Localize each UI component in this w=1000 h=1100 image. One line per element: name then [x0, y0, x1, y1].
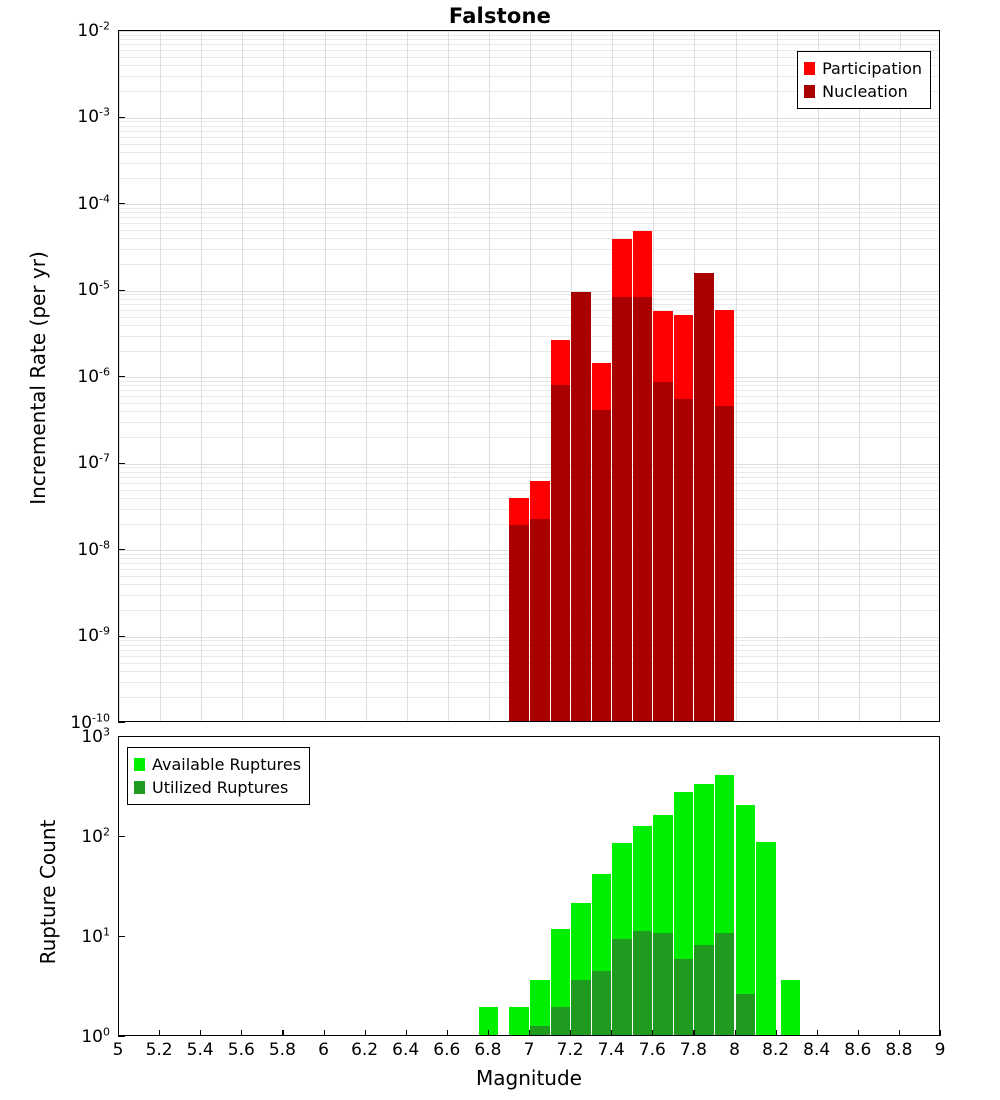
- bar-utilized-ruptures: [736, 994, 756, 1035]
- x-tick-label: 6: [318, 1040, 329, 1060]
- gridline: [407, 31, 408, 721]
- gridline: [859, 31, 860, 721]
- x-tick-mark: [735, 1030, 736, 1036]
- gridline: [160, 31, 161, 721]
- legend-item-utilized-ruptures: [134, 776, 301, 799]
- y-axis-label-bottom: Rupture Count: [36, 819, 60, 965]
- x-tick-label: 5.8: [268, 1040, 296, 1060]
- x-tick-mark: [940, 1030, 941, 1036]
- incremental-rate-plot-area: [119, 31, 939, 721]
- bar-utilized-ruptures: [653, 933, 673, 1035]
- y-tick-mark: [118, 290, 125, 291]
- gridline: [366, 31, 367, 721]
- y-tick-label: $10^1$: [81, 925, 110, 947]
- bar-available-ruptures: [756, 842, 776, 1035]
- y-tick-mark: [118, 722, 125, 723]
- x-tick-mark: [529, 1030, 530, 1036]
- x-tick-mark: [282, 1030, 283, 1036]
- bar-nucleation: [633, 297, 653, 721]
- y-tick-label: $10^{-7}$: [77, 451, 110, 474]
- y-tick-mark: [118, 836, 125, 837]
- x-tick-label: 7.6: [638, 1040, 666, 1060]
- x-tick-label: 9: [934, 1040, 946, 1060]
- gridline: [325, 31, 326, 721]
- x-tick-label: 5.6: [227, 1040, 255, 1060]
- x-tick-mark: [611, 1030, 612, 1036]
- bar-utilized-ruptures: [592, 971, 612, 1035]
- legend-item-participation: [804, 57, 922, 80]
- bar-nucleation: [694, 273, 714, 721]
- legend-item-available-ruptures: [134, 753, 301, 776]
- gridline: [777, 31, 778, 721]
- y-tick-mark: [118, 203, 125, 204]
- bar-nucleation: [509, 525, 529, 721]
- legend-label: Utilized Ruptures: [152, 778, 289, 798]
- bar-utilized-ruptures: [633, 931, 653, 1035]
- y-axis-label-top: Incremental Rate (per yr): [26, 251, 50, 505]
- x-tick-mark: [570, 1030, 571, 1036]
- x-tick-label: 5.4: [186, 1040, 214, 1060]
- gridline: [242, 31, 243, 721]
- y-tick-label: $10^3$: [81, 725, 110, 747]
- bar-utilized-ruptures: [551, 1007, 571, 1035]
- y-tick-mark: [118, 117, 125, 118]
- bar-nucleation: [571, 292, 591, 721]
- x-tick-mark: [118, 1030, 119, 1036]
- y-tick-label: $10^0$: [81, 1025, 110, 1047]
- y-tick-label: $10^{-2}$: [77, 19, 110, 41]
- x-tick-mark: [693, 1030, 694, 1036]
- legend-label: Participation: [822, 59, 922, 78]
- gridline: [900, 31, 901, 721]
- bar-available-ruptures: [781, 980, 801, 1035]
- y-tick-mark: [118, 736, 125, 737]
- x-tick-label: 8.8: [885, 1040, 913, 1060]
- rupture-count-axes: [118, 736, 940, 1036]
- y-tick-mark: [118, 636, 125, 637]
- x-axis-label: Magnitude: [476, 1066, 582, 1090]
- y-tick-label: $10^{-9}$: [77, 624, 110, 647]
- x-tick-mark: [324, 1030, 325, 1036]
- x-tick-mark: [200, 1030, 201, 1036]
- y-tick-label: $10^{-5}$: [77, 278, 110, 301]
- y-tick-mark: [118, 549, 125, 550]
- x-tick-mark: [365, 1030, 366, 1036]
- page-title: Falstone: [448, 4, 552, 28]
- x-tick-mark: [241, 1030, 242, 1036]
- y-tick-mark: [118, 936, 125, 937]
- incremental-rate-axes: [118, 30, 940, 722]
- incremental-rate-legend: [797, 51, 931, 109]
- bar-nucleation: [715, 406, 735, 721]
- x-tick-mark: [899, 1030, 900, 1036]
- legend-swatch-icon: [804, 85, 815, 98]
- rupture-count-legend: [127, 747, 310, 805]
- y-tick-label: $10^{-4}$: [77, 192, 110, 214]
- y-tick-label: $10^{-8}$: [77, 538, 110, 560]
- legend-item-nucleation: [804, 80, 922, 103]
- bar-utilized-ruptures: [612, 939, 632, 1035]
- x-tick-label: 6.4: [392, 1040, 420, 1060]
- y-tick-label: $10^{-3}$: [77, 105, 110, 128]
- x-tick-label: 7.8: [679, 1040, 707, 1060]
- bar-utilized-ruptures: [674, 959, 694, 1035]
- x-tick-label: 6.6: [433, 1040, 461, 1060]
- x-tick-mark: [488, 1030, 489, 1036]
- bar-nucleation: [653, 382, 673, 721]
- x-tick-label: 8.2: [762, 1040, 790, 1060]
- x-tick-label: 5.2: [145, 1040, 173, 1060]
- legend-swatch-icon: [134, 758, 145, 771]
- bar-utilized-ruptures: [694, 945, 714, 1035]
- bar-available-ruptures: [509, 1007, 529, 1035]
- x-tick-label: 8.6: [844, 1040, 872, 1060]
- x-tick-label: 6.2: [351, 1040, 379, 1060]
- legend-label: Nucleation: [822, 82, 908, 102]
- gridline: [818, 31, 819, 721]
- gridline: [283, 31, 284, 721]
- y-tick-mark: [118, 1036, 125, 1037]
- y-tick-label: $10^{-6}$: [77, 365, 110, 387]
- x-tick-label: 5: [112, 1040, 124, 1060]
- legend-swatch-icon: [804, 62, 815, 75]
- y-tick-mark: [118, 463, 125, 464]
- x-tick-mark: [776, 1030, 777, 1036]
- gridline: [448, 31, 449, 721]
- bar-nucleation: [674, 399, 694, 721]
- y-tick-mark: [118, 30, 125, 31]
- bar-nucleation: [551, 385, 571, 721]
- x-tick-mark: [652, 1030, 653, 1036]
- x-tick-mark: [406, 1030, 407, 1036]
- bar-utilized-ruptures: [571, 980, 591, 1035]
- legend-label: Available Ruptures: [152, 755, 302, 774]
- bar-nucleation: [612, 297, 632, 721]
- x-tick-mark: [858, 1030, 859, 1036]
- x-tick-label: 7: [523, 1040, 535, 1060]
- gridline: [201, 31, 202, 721]
- bar-utilized-ruptures: [715, 933, 735, 1035]
- gridline: [736, 31, 737, 721]
- x-tick-mark: [447, 1030, 448, 1036]
- y-tick-label: $10^{-10}$: [70, 711, 110, 733]
- y-tick-label: $10^2$: [81, 825, 110, 847]
- gridline: [489, 31, 490, 721]
- y-tick-mark: [118, 376, 125, 377]
- x-tick-mark: [817, 1030, 818, 1036]
- x-tick-mark: [159, 1030, 160, 1036]
- x-tick-label: 7.4: [597, 1040, 625, 1060]
- x-tick-label: 8.4: [803, 1040, 831, 1060]
- bar-utilized-ruptures: [530, 1026, 550, 1035]
- x-tick-label: 8: [729, 1040, 740, 1060]
- bar-nucleation: [592, 410, 612, 721]
- x-tick-label: 7.2: [556, 1040, 584, 1060]
- legend-swatch-icon: [134, 781, 145, 794]
- x-tick-label: 6.8: [474, 1040, 502, 1060]
- bar-nucleation: [530, 519, 550, 721]
